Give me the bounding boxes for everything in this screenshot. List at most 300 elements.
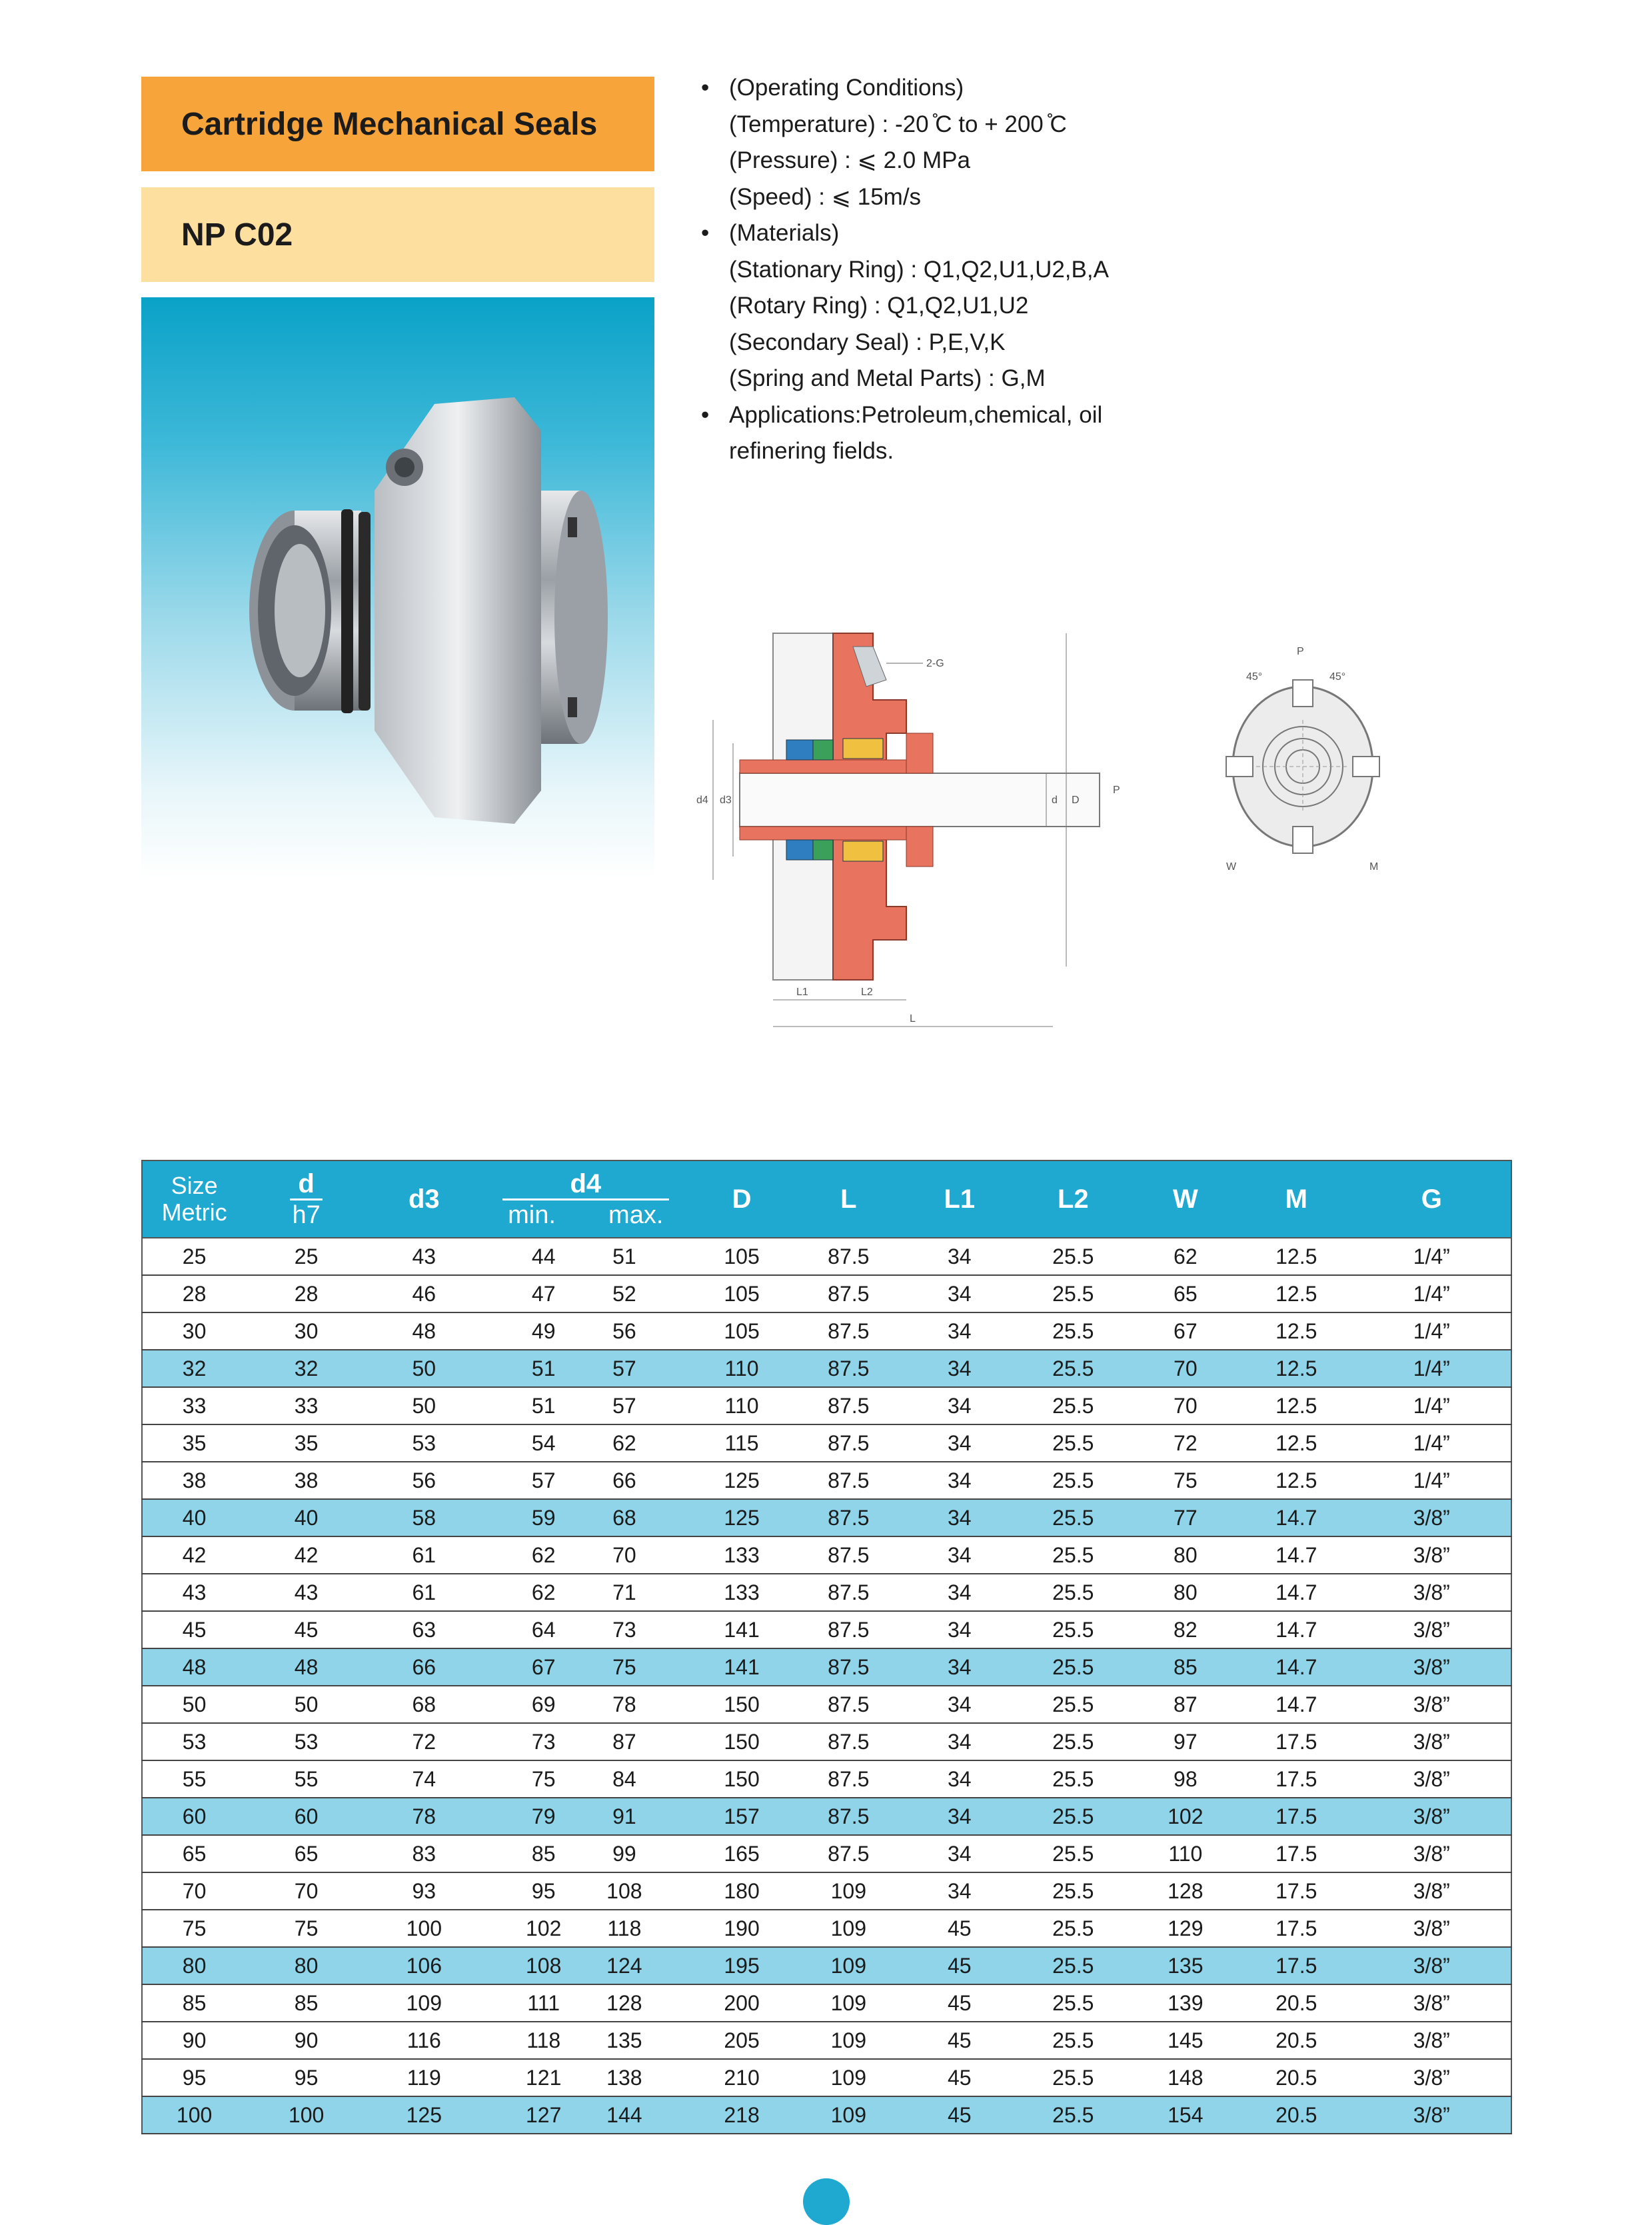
dim-p-side: P [1113,785,1120,796]
table-cell: 98 [1131,1760,1240,1798]
end-label-45-left: 45° [1246,671,1263,683]
table-cell: 53 [142,1723,246,1760]
table-cell: 48 [367,1312,482,1350]
table-cell: 109 [794,2022,903,2059]
table-cell: 25.5 [1016,1275,1131,1312]
table-cell: 40 [246,1499,367,1536]
table-row [142,1872,1511,1910]
spec-operating-conditions: • (Operating Conditions) [698,70,1165,107]
table-cell: 33 [142,1387,246,1424]
table-cell: 95 [246,2059,367,2096]
table-cell: 17.5 [1240,1872,1353,1910]
table-row [142,1462,1511,1499]
table-cell: 62 [586,1424,690,1462]
table-cell: 50 [367,1387,482,1424]
table-cell: 110 [690,1387,794,1424]
table-cell: 14.7 [1240,1499,1353,1536]
end-label-45-right: 45° [1329,671,1346,683]
col-L2 [1016,1160,1131,1238]
table-cell: 139 [1131,1984,1240,2022]
table-cell: 128 [586,1984,690,2022]
table-cell: 97 [1131,1723,1240,1760]
table-cell: 110 [1131,1835,1240,1872]
table-cell: 109 [794,1910,903,1947]
spec-stationary-ring: (Stationary Ring) : Q1,Q2,U1,U2,B,A [729,256,1109,283]
table-cell: 52 [586,1275,690,1312]
col-d3-label: d3 [408,1184,440,1214]
table-cell: 135 [586,2022,690,2059]
table-cell: 56 [586,1312,690,1350]
table-cell: 3/8” [1353,2059,1511,2096]
spec-spring-metal: (Spring and Metal Parts) : G,M [729,365,1046,391]
table-cell: 1/4” [1353,1238,1511,1275]
table-cell: 95 [482,1872,586,1910]
table-row [142,1835,1511,1872]
spec-applications: • Applications:Petroleum,chemical, oil [698,397,1165,434]
col-D [690,1160,794,1238]
table-cell: 45 [246,1611,367,1648]
table-cell: 45 [904,2059,1016,2096]
table-cell: 1/4” [1353,1350,1511,1387]
table-cell: 87.5 [794,1760,903,1798]
table-cell: 125 [690,1499,794,1536]
table-cell: 85 [1131,1648,1240,1686]
table-cell: 14.7 [1240,1648,1353,1686]
table-cell: 35 [142,1424,246,1462]
table-cell: 17.5 [1240,1947,1353,1984]
table-cell: 125 [367,2096,482,2134]
col-d4-min: min. [508,1200,556,1229]
table-cell: 32 [246,1350,367,1387]
table-cell: 85 [246,1984,367,2022]
col-d3 [367,1160,482,1238]
table-cell: 55 [246,1760,367,1798]
table-cell: 25.5 [1016,1686,1131,1723]
table-cell: 3/8” [1353,1760,1511,1798]
table-cell: 54 [482,1424,586,1462]
table-cell: 56 [367,1462,482,1499]
table-cell: 82 [1131,1611,1240,1648]
col-d4-max: max. [608,1200,664,1229]
table-cell: 180 [690,1872,794,1910]
table-cell: 200 [690,1984,794,2022]
table-cell: 45 [904,2022,1016,2059]
table-cell: 80 [246,1947,367,1984]
table-cell: 34 [904,1760,1016,1798]
table-cell: 25.5 [1016,1238,1131,1275]
table-cell: 144 [586,2096,690,2134]
table-cell: 25.5 [1016,1872,1131,1910]
table-cell: 25.5 [1016,1424,1131,1462]
table-cell: 20.5 [1240,2059,1353,2096]
table-cell: 14.7 [1240,1686,1353,1723]
table-cell: 141 [690,1611,794,1648]
table-cell: 124 [586,1947,690,1984]
table-cell: 195 [690,1947,794,1984]
table-cell: 70 [1131,1350,1240,1387]
table-cell: 95 [142,2059,246,2096]
table-row [142,1648,1511,1686]
table-cell: 87.5 [794,1723,903,1760]
table-cell: 34 [904,1424,1016,1462]
table-cell: 50 [367,1350,482,1387]
col-size-line1: Size [171,1172,218,1199]
table-cell: 25.5 [1016,2022,1131,2059]
table-cell: 3/8” [1353,1872,1511,1910]
table-cell: 61 [367,1536,482,1574]
table-row [142,1611,1511,1648]
end-label-m: M [1369,861,1379,873]
table-cell: 83 [367,1835,482,1872]
table-cell: 106 [367,1947,482,1984]
table-cell: 34 [904,1686,1016,1723]
table-cell: 105 [690,1238,794,1275]
table-cell: 78 [586,1686,690,1723]
table-cell: 154 [1131,2096,1240,2134]
category-title-text: Cartridge Mechanical Seals [181,106,598,142]
end-view-diagram [1180,640,1426,920]
table-cell: 42 [246,1536,367,1574]
table-cell: 57 [482,1462,586,1499]
table-cell: 67 [1131,1312,1240,1350]
table-row [142,1499,1511,1536]
table-cell: 45 [904,2096,1016,2134]
table-cell: 34 [904,1462,1016,1499]
table-cell: 44 [482,1238,586,1275]
table-cell: 111 [482,1984,586,2022]
table-cell: 14.7 [1240,1536,1353,1574]
table-cell: 47 [482,1275,586,1312]
table-cell: 115 [690,1424,794,1462]
table-cell: 125 [690,1462,794,1499]
table-cell: 34 [904,1350,1016,1387]
table-cell: 1/4” [1353,1387,1511,1424]
table-cell: 61 [367,1574,482,1611]
table-cell: 25.5 [1016,1648,1131,1686]
table-cell: 3/8” [1353,1798,1511,1835]
table-cell: 210 [690,2059,794,2096]
table-cell: 3/8” [1353,1499,1511,1536]
table-cell: 68 [586,1499,690,1536]
table-cell: 73 [482,1723,586,1760]
table-cell: 87.5 [794,1387,903,1424]
table-cell: 34 [904,1798,1016,1835]
product-photo [141,297,654,879]
table-body [142,1238,1511,2134]
table-cell: 38 [246,1462,367,1499]
table-cell: 30 [246,1312,367,1350]
table-row [142,1424,1511,1462]
table-cell: 90 [142,2022,246,2059]
table-cell: 148 [1131,2059,1240,2096]
table-cell: 138 [586,2059,690,2096]
seal-photo-illustration [141,297,654,879]
table-cell: 87.5 [794,1424,903,1462]
table-cell: 34 [904,1835,1016,1872]
table-cell: 84 [586,1760,690,1798]
table-cell: 53 [246,1723,367,1760]
table-cell: 99 [586,1835,690,1872]
table-cell: 109 [794,1947,903,1984]
table-cell: 45 [142,1611,246,1648]
table-cell: 3/8” [1353,1686,1511,1723]
table-cell: 34 [904,1536,1016,1574]
spec-materials: • (Materials) [698,215,1165,252]
table-cell: 69 [482,1686,586,1723]
table-cell: 12.5 [1240,1424,1353,1462]
table-cell: 64 [482,1611,586,1648]
table-cell: 12.5 [1240,1462,1353,1499]
spec-secondary-seal: (Secondary Seal) : P,E,V,K [729,329,1006,355]
table-row [142,1387,1511,1424]
table-cell: 25.5 [1016,1798,1131,1835]
table-cell: 25.5 [1016,1536,1131,1574]
table-cell: 34 [904,1387,1016,1424]
col-d-top: d [290,1169,322,1200]
table-cell: 1/4” [1353,1312,1511,1350]
table-cell: 87.5 [794,1835,903,1872]
table-cell: 87 [586,1723,690,1760]
table-cell: 3/8” [1353,1611,1511,1648]
table-cell: 51 [482,1387,586,1424]
table-cell: 75 [1131,1462,1240,1499]
col-G-label: G [1421,1184,1442,1214]
table-row [142,1238,1511,1275]
table-cell: 62 [482,1536,586,1574]
table-cell: 1/4” [1353,1462,1511,1499]
col-d [246,1160,367,1238]
product-model-title [141,187,654,282]
table-cell: 87.5 [794,1350,903,1387]
table-cell: 135 [1131,1947,1240,1984]
table-cell: 12.5 [1240,1350,1353,1387]
table-cell: 108 [586,1872,690,1910]
table-cell: 70 [586,1536,690,1574]
table-cell: 133 [690,1536,794,1574]
table-cell: 34 [904,1723,1016,1760]
table-cell: 25 [246,1238,367,1275]
table-row [142,1686,1511,1723]
table-cell: 45 [904,1947,1016,1984]
col-M-label: M [1285,1184,1307,1214]
table-cell: 1/4” [1353,1424,1511,1462]
table-cell: 71 [586,1574,690,1611]
spec-rotary-ring: (Rotary Ring) : Q1,Q2,U1,U2 [729,293,1029,319]
dim-d4: d4 [696,795,708,806]
dim-d: d [1052,795,1058,806]
table-cell: 49 [482,1312,586,1350]
table-cell: 87.5 [794,1499,903,1536]
table-cell: 68 [367,1686,482,1723]
table-row [142,1910,1511,1947]
table-cell: 50 [142,1686,246,1723]
table-cell: 33 [246,1387,367,1424]
table-row [142,2096,1511,2134]
table-cell: 34 [904,1275,1016,1312]
table-cell: 17.5 [1240,1723,1353,1760]
table-cell: 87.5 [794,1312,903,1350]
table-cell: 34 [904,1648,1016,1686]
table-cell: 66 [586,1462,690,1499]
table-cell: 70 [1131,1387,1240,1424]
table-cell: 3/8” [1353,1835,1511,1872]
table-row [142,1723,1511,1760]
table-cell: 34 [904,1872,1016,1910]
table-cell: 87.5 [794,1798,903,1835]
table-cell: 3/8” [1353,1947,1511,1984]
table-cell: 45 [904,1984,1016,2022]
table-cell: 150 [690,1760,794,1798]
table-cell: 118 [586,1910,690,1947]
table-cell: 87.5 [794,1611,903,1648]
table-cell: 87.5 [794,1462,903,1499]
col-L-label: L [840,1184,857,1214]
col-W [1131,1160,1240,1238]
table-row [142,1798,1511,1835]
table-cell: 25.5 [1016,1387,1131,1424]
table-cell: 87.5 [794,1574,903,1611]
col-size-line2: Metric [161,1198,227,1226]
table-cell: 58 [367,1499,482,1536]
table-cell: 43 [367,1238,482,1275]
table-cell: 28 [246,1275,367,1312]
table-cell: 32 [142,1350,246,1387]
table-cell: 77 [1131,1499,1240,1536]
spec-pressure: (Pressure) : ⩽ 2.0 MPa [729,147,970,173]
table-cell: 109 [367,1984,482,2022]
table-cell: 109 [794,1984,903,2022]
table-cell: 17.5 [1240,1760,1353,1798]
table-cell: 43 [142,1574,246,1611]
table-cell: 87.5 [794,1648,903,1686]
table-cell: 110 [690,1350,794,1387]
table-cell: 87.5 [794,1238,903,1275]
table-cell: 17.5 [1240,1910,1353,1947]
table-cell: 109 [794,2096,903,2134]
dim-l2: L2 [861,987,873,998]
table-cell: 127 [482,2096,586,2134]
table-cell: 3/8” [1353,1984,1511,2022]
table-cell: 25.5 [1016,1350,1131,1387]
table-cell: 108 [482,1947,586,1984]
col-G [1353,1160,1511,1238]
dimension-table [141,1160,1512,2134]
product-category-title [141,77,654,171]
table-cell: 93 [367,1872,482,1910]
table-cell: 80 [1131,1536,1240,1574]
table-cell: 25.5 [1016,1910,1131,1947]
table-cell: 25.5 [1016,1611,1131,1648]
table-cell: 80 [142,1947,246,1984]
col-L1 [904,1160,1016,1238]
table-cell: 25.5 [1016,1723,1131,1760]
table-cell: 12.5 [1240,1312,1353,1350]
table-cell: 133 [690,1574,794,1611]
table-cell: 25.5 [1016,1312,1131,1350]
table-cell: 75 [586,1648,690,1686]
table-cell: 25.5 [1016,1835,1131,1872]
table-cell: 145 [1131,2022,1240,2059]
shaft [740,773,1100,827]
table-cell: 34 [904,1574,1016,1611]
table-cell: 75 [246,1910,367,1947]
table-cell: 74 [367,1760,482,1798]
table-row [142,1574,1511,1611]
table-cell: 141 [690,1648,794,1686]
specifications-list [698,70,1165,470]
table-cell: 1/4” [1353,1275,1511,1312]
table-cell: 102 [1131,1798,1240,1835]
table-cell: 50 [246,1686,367,1723]
table-cell: 25.5 [1016,1760,1131,1798]
table-cell: 35 [246,1424,367,1462]
table-cell: 79 [482,1798,586,1835]
table-cell: 90 [246,2022,367,2059]
table-cell: 91 [586,1798,690,1835]
table-cell: 42 [142,1536,246,1574]
table-cell: 72 [1131,1424,1240,1462]
table-cell: 128 [1131,1872,1240,1910]
table-cell: 109 [794,2059,903,2096]
table-cell: 25.5 [1016,1499,1131,1536]
table-cell: 72 [367,1723,482,1760]
dim-D: D [1072,795,1080,806]
table-row [142,1350,1511,1387]
col-d4 [482,1160,690,1238]
table-cell: 109 [794,1872,903,1910]
table-cell: 53 [367,1424,482,1462]
table-cell: 28 [142,1275,246,1312]
table-cell: 48 [246,1648,367,1686]
dim-d3: d3 [720,795,732,806]
col-L1-label: L1 [944,1184,976,1214]
page-marker [803,2178,850,2225]
col-D-label: D [732,1184,752,1214]
table-cell: 87.5 [794,1275,903,1312]
dim-2g: 2-G [926,658,944,669]
table-cell: 3/8” [1353,1910,1511,1947]
cross-section-diagram [686,627,1160,1047]
table-cell: 17.5 [1240,1798,1353,1835]
table-cell: 25.5 [1016,2096,1131,2134]
table-cell: 100 [142,2096,246,2134]
table-cell: 3/8” [1353,1648,1511,1686]
table-cell: 60 [246,1798,367,1835]
table-cell: 48 [142,1648,246,1686]
table-cell: 3/8” [1353,1574,1511,1611]
table-row [142,1536,1511,1574]
table-cell: 59 [482,1499,586,1536]
table-cell: 150 [690,1686,794,1723]
table-cell: 118 [482,2022,586,2059]
dim-l1: L1 [796,987,808,998]
model-title-text: NP C02 [181,217,293,253]
table-row [142,1984,1511,2022]
col-d4-top: d4 [502,1169,669,1200]
table-cell: 3/8” [1353,1723,1511,1760]
spec-applications-cont: refinering fields. [729,438,894,464]
table-cell: 129 [1131,1910,1240,1947]
table-cell: 20.5 [1240,2022,1353,2059]
table-cell: 25 [142,1238,246,1275]
table-cell: 190 [690,1910,794,1947]
table-cell: 51 [586,1238,690,1275]
spec-speed: (Speed) : ⩽ 15m/s [729,183,922,210]
table-cell: 12.5 [1240,1238,1353,1275]
table-cell: 67 [482,1648,586,1686]
table-cell: 87.5 [794,1536,903,1574]
table-cell: 119 [367,2059,482,2096]
